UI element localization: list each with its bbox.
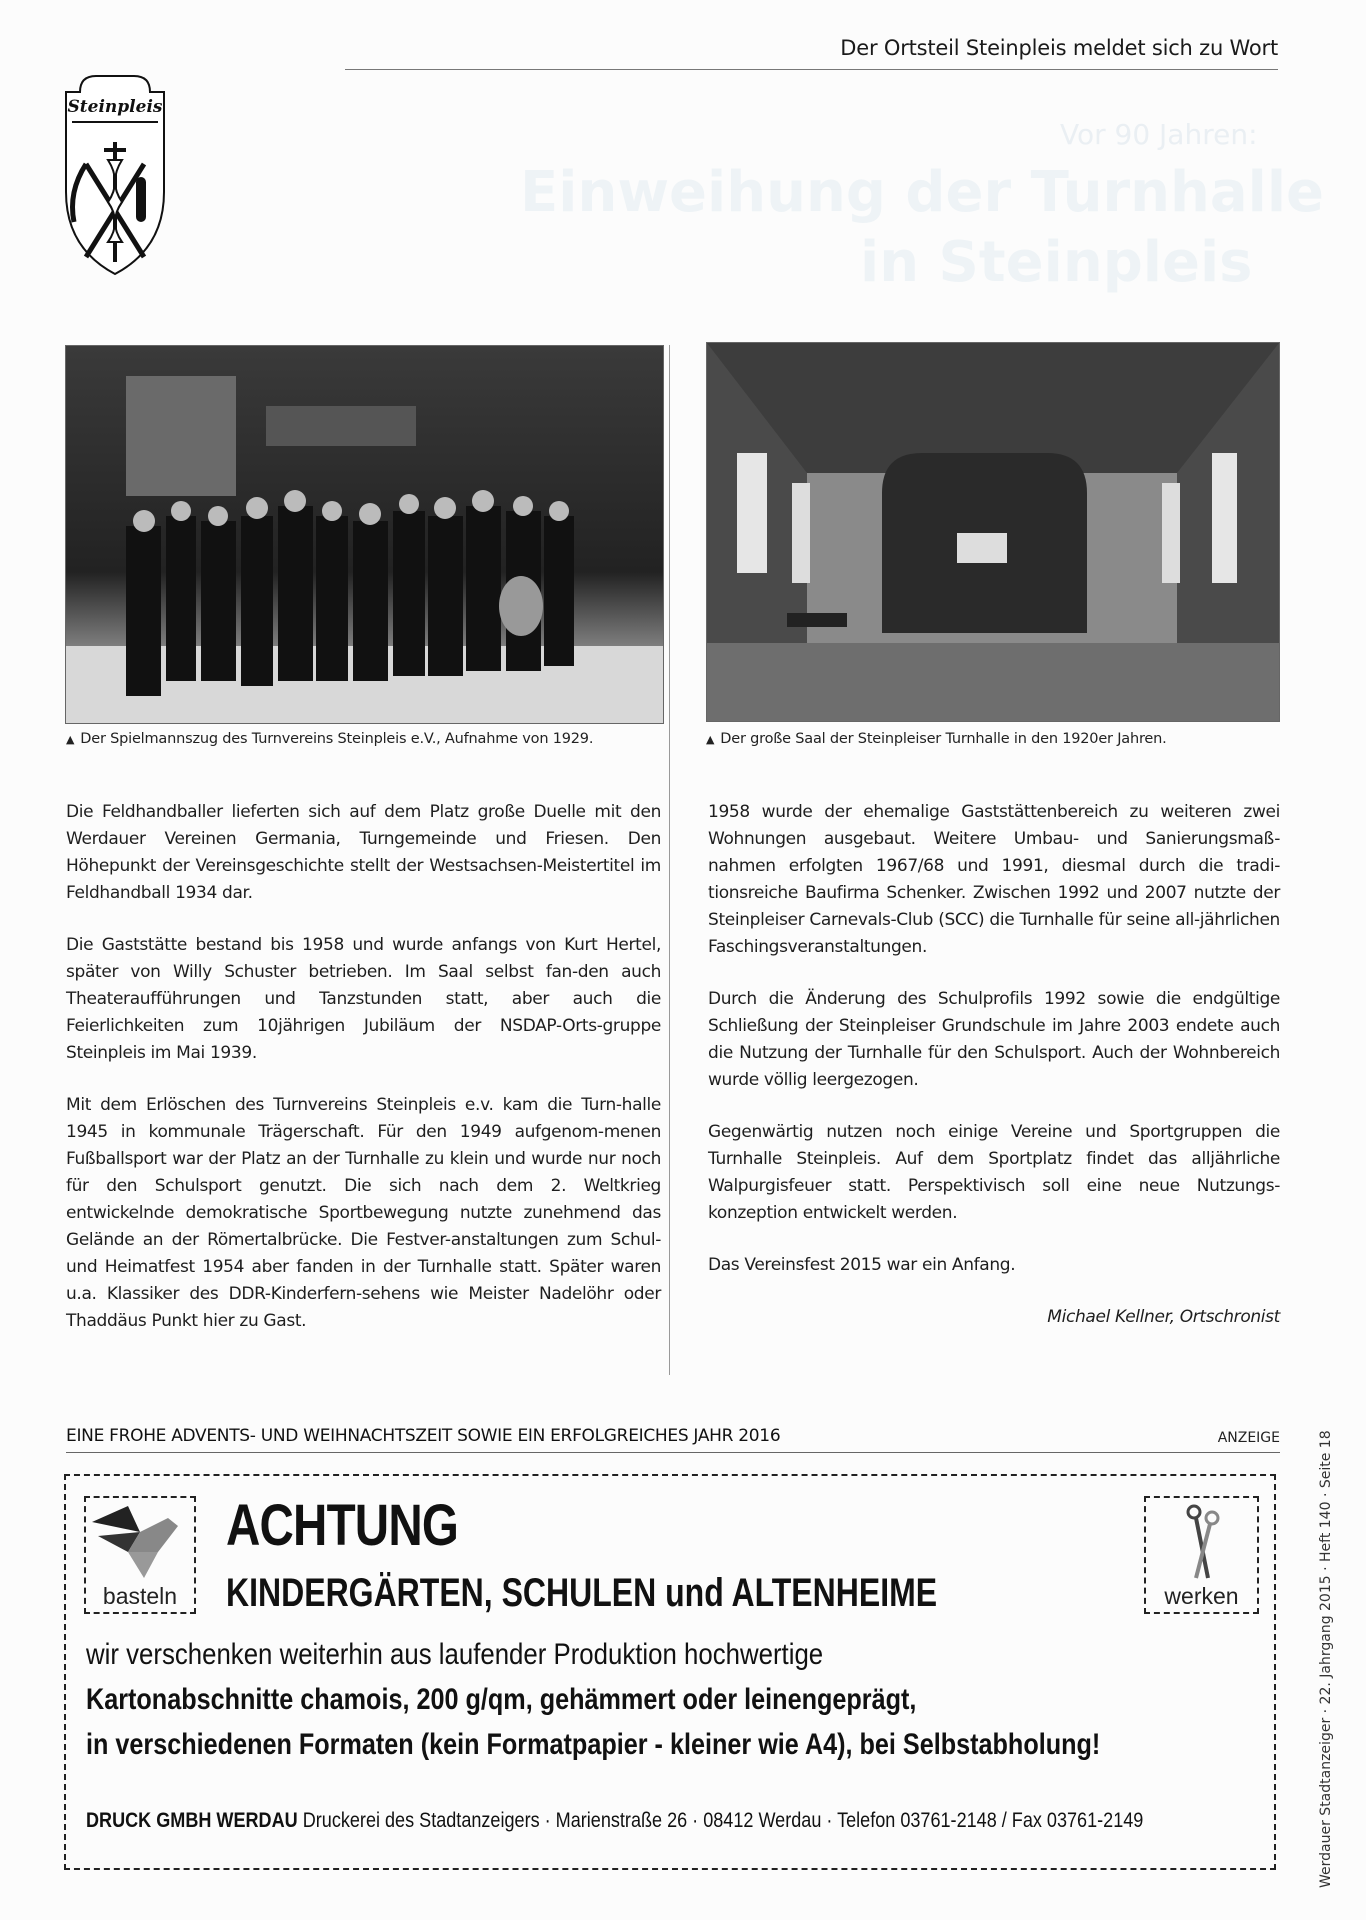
- ad-footer: [86, 1809, 1143, 1833]
- section-header-title: Der Ortsteil Steinpleis meldet sich zu Wort: [840, 36, 1278, 60]
- caption-triangle-icon: ▲: [66, 733, 75, 746]
- greeting-banner: EINE FROHE ADVENTS- UND WEIHNACHTSZEIT SOWIE EIN ERFOLGREICHES JAHR 2016: [66, 1426, 781, 1446]
- photo-caption-1: [66, 731, 593, 747]
- article-paragraph: Mit dem Erlöschen des Turnvereins Steinpleis e.v. kam die Turn-halle 1945 in kommunale Trägerschaft. Für den 1949 aufgenom-menen Fußballsport war der Platz an der Turnhalle zu klein und wurde nur noch für den Schulsport genutzt. Die sich nach dem 2. Weltkrieg entwickelnde demokratische Sportbewegung nutzte zunehmend das Gelände an der Römertalbrücke. Die Festver-anstaltungen zum Schul- und Heimatfest 1954 aber fanden in der Turnhalle statt. Später waren u.a. Klassiker des DDR-Kinderfern-sehens wie Meister Nadelöhr oder Thaddäus Punkt hier zu Gast.: [66, 1095, 661, 1331]
- article-paragraph: Das Vereinsfest 2015 war ein Anfang.: [708, 1255, 1016, 1275]
- article-column-left: [66, 799, 661, 1360]
- ad-company: DRUCK GMBH WERDAU: [86, 1809, 298, 1832]
- article-paragraph: 1958 wurde der ehemalige Gaststättenbereich zu weiteren zwei Wohnungen ausgebaut. Weitere Umbau- und Sanierungsmaß-nahmen erfolgten 1967/68 und 1991, diesmal durch die tradi-tionsreiche Baufirma Schenker. Zwischen 1992 und 2007 nutzte der Steinpleiser Carnevals-Club (SCC) die Turnhalle für seine all-jährlichen Faschingsveranstaltungen.: [708, 802, 1280, 957]
- author-signature: Michael Kellner, Ortschronist: [1047, 1307, 1280, 1327]
- publication-footer: Werdauer Stadtanzeiger · 22. Jahrgang 2015 · Heft 140 · Seite 18: [1318, 1430, 1334, 1888]
- photo-turnhalle-saal-image: [707, 343, 1279, 721]
- bleedthrough-headline-1: Einweihung der Turnhalle: [520, 160, 1325, 225]
- article-paragraph: Gegenwärtig nutzen noch einige Vereine und Sportgruppen die Turnhalle Steinpleis. Auf dem Sportplatz findet das alljährliche Walpurgisfeuer statt. Perspektivisch soll eine neue Nutzungs-konzeption entwickelt werden.: [708, 1122, 1280, 1223]
- origami-bird-icon: [88, 1502, 196, 1582]
- basteln-label: basteln: [102, 1583, 178, 1609]
- bleedthrough-headline-2: in Steinpleis: [860, 230, 1253, 295]
- photo-spielmannszug-image: [66, 346, 663, 723]
- ad-label: ANZEIGE: [1217, 1430, 1280, 1446]
- caption-triangle-icon: ▲: [706, 733, 715, 746]
- article-paragraph: Die Gaststätte bestand bis 1958 und wurde anfangs von Kurt Hertel, später von Willy Schuster betrieben. Im Saal selbst fan-den auch Theateraufführungen und Tanzstunden statt, aber auch die Feierlichkeiten zum 10jährigen Jubiläum der NSDAP-Orts-gruppe Steinpleis im Mai 1939.: [66, 935, 661, 1063]
- ad-subheadline: KINDERGÄRTEN, SCHULEN und ALTENHEIME: [226, 1571, 938, 1615]
- photo-spielmannszug: [65, 345, 664, 724]
- article-column-right: [708, 799, 1280, 1356]
- ad-text-line-1: wir verschenken weiterhin aus laufender Produktion hochwertige: [86, 1638, 824, 1671]
- werken-box: [1144, 1496, 1259, 1614]
- bleedthrough-kicker: Vor 90 Jahren:: [1060, 118, 1258, 151]
- basteln-box: [84, 1496, 196, 1614]
- photo-turnhalle-saal: [706, 342, 1280, 722]
- photo-caption-1-text: Der Spielmannszug des Turnvereins Steinpleis e.V., Aufnahme von 1929.: [80, 731, 594, 747]
- ad-text-line-3: in verschiedenen Formaten (kein Formatpapier - kleiner wie A4), bei Selbstabholung!: [86, 1728, 1101, 1761]
- scissors-icon: [1174, 1502, 1234, 1582]
- article-paragraph: Durch die Änderung des Schulprofils 1992 sowie die endgültige Schließung der Steinpleiser Grundschule im Jahre 2003 endete auch die Nutzung der Turnhalle für den Schulsport. Auch der Wohnbereich wurde völlig leergezogen.: [708, 989, 1280, 1090]
- ad-headline: ACHTUNG: [226, 1493, 459, 1558]
- ad-contact: Druckerei des Stadtanzeigers · Marienstraße 26 · 08412 Werdau · Telefon 03761-2148 / Fax 03761-2149: [302, 1809, 1144, 1832]
- svg-text:Steinpleis: Steinpleis: [67, 97, 163, 117]
- photo-caption-2-text: Der große Saal der Steinpleiser Turnhalle in den 1920er Jahren.: [720, 731, 1167, 747]
- banner-rule: [66, 1452, 1280, 1453]
- ad-text-line-2: Kartonabschnitte chamois, 200 g/qm, gehämmert oder leinengeprägt,: [86, 1683, 917, 1716]
- column-separator: [669, 345, 670, 1375]
- header-rule: [345, 69, 1278, 70]
- photo-caption-2: [706, 731, 1167, 747]
- werken-label: werken: [1164, 1583, 1239, 1609]
- coat-of-arms-icon: [56, 72, 174, 278]
- article-paragraph: Die Feldhandballer lieferten sich auf dem Platz große Duelle mit den Werdauer Vereinen Germania, Turngemeinde und Friesen. Den Höhepunkt der Vereinsgeschichte stellt der Westsachsen-Meistertitel im Feldhandball 1934 dar.: [66, 802, 661, 903]
